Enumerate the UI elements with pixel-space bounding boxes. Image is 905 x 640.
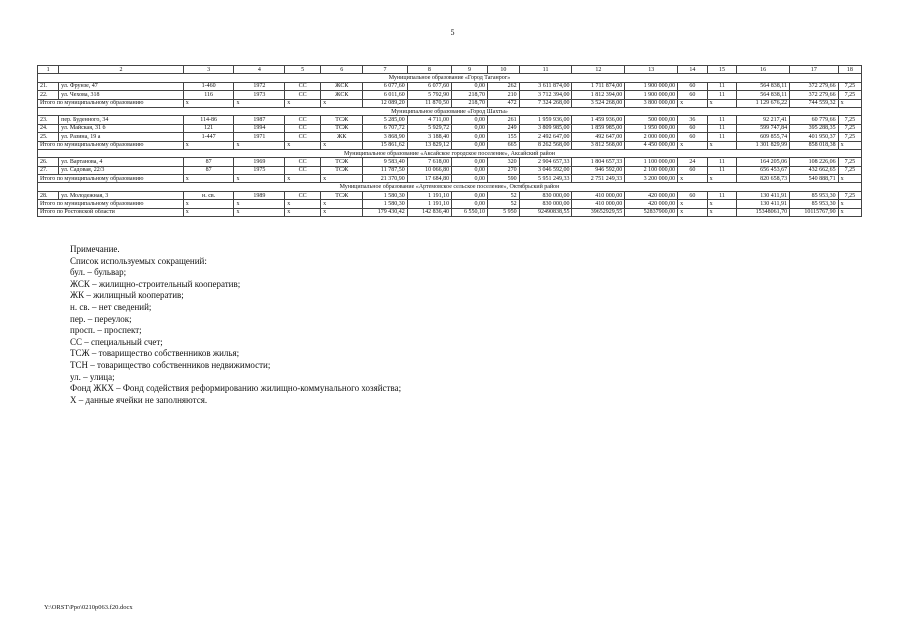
table-cell: 24. [38,124,59,132]
table-cell: 1-447 [183,133,234,141]
column-number: 4 [234,66,285,74]
table-cell: 1975 [234,166,285,174]
table-cell: 21. [38,82,59,90]
table-cell: 1989 [234,191,285,199]
column-number: 5 [285,66,321,74]
table-cell: х [707,175,737,183]
table-cell: СС [285,124,321,132]
table-cell: 1 711 874,00 [572,82,625,90]
table-cell: 39652929,55 [572,208,625,216]
column-number: 14 [678,66,708,74]
table-row [38,124,862,132]
table-cell: 7 324 268,00 [519,99,572,107]
table-cell: 820 658,73 [737,175,790,183]
table-cell: 0,00 [452,116,488,124]
section-row [38,183,862,191]
table-cell: ЖК [321,133,363,141]
table-cell: х [234,141,285,149]
table-cell: 1-460 [183,82,234,90]
table-cell: 5 951 249,33 [519,175,572,183]
table-cell: 0,00 [452,191,488,199]
table-cell: 11 [707,166,737,174]
column-number: 3 [183,66,234,74]
table-cell: 4 450 000,00 [625,141,678,149]
table-cell: х [707,200,737,208]
table-cell: х [285,200,321,208]
table-cell: х [707,141,737,149]
table-cell: 114-86 [183,116,234,124]
total-label: Итого по муниципальному образованию [38,141,184,149]
table-cell: 0,00 [452,175,488,183]
table-cell: х [285,141,321,149]
note-line: Примечание. [70,244,120,254]
table-cell: 2 000 000,00 [625,133,678,141]
table-cell: 590 [487,175,519,183]
table-cell: 1 301 829,99 [737,141,790,149]
table-cell: 11 870,50 [407,99,451,107]
table-cell: х [321,99,363,107]
section-title: Муниципальное образование «Артемовское сельское поселение», Октябрьский район [38,183,862,191]
table-cell: 410 000,00 [572,200,625,208]
column-number: 2 [59,66,184,74]
column-number: 18 [838,66,861,74]
table-cell: 155 [487,133,519,141]
table-cell: 1 191,10 [407,191,451,199]
table-cell: 52837900,00 [625,208,678,216]
table-cell: 609 855,74 [737,133,790,141]
table-cell: 108 226,06 [790,158,839,166]
table-cell: 0,00 [452,133,488,141]
section-title: Муниципальное образование «Аксайское городское поселение», Аксайский район [38,149,862,157]
table-cell: х [678,208,708,216]
table-cell: 11 [707,191,737,199]
total-row [38,99,862,107]
table-cell: 270 [487,166,519,174]
table-cell: 52 [487,191,519,199]
table-cell: ул. Майская, 31 б [59,124,184,132]
table-cell: х [838,208,861,216]
table-cell: 3 809 985,00 [519,124,572,132]
table-cell: ул. Фрунзе, 47 [59,82,184,90]
table-cell: 85 953,30 [790,200,839,208]
table-cell: 492 647,00 [572,133,625,141]
table-cell: 858 018,38 [790,141,839,149]
column-number: 15 [707,66,737,74]
table-cell: 1 900 000,00 [625,82,678,90]
table-cell: 410 000,00 [572,191,625,199]
table-cell: х [321,175,363,183]
section-row [38,74,862,82]
table-cell: 744 559,32 [790,99,839,107]
table-cell: х [285,208,321,216]
notes-block [70,244,401,406]
table-cell: 7,25 [838,82,861,90]
table-cell: СС [285,82,321,90]
total-row [38,200,862,208]
table-cell: СС [285,133,321,141]
table-cell: 60 [678,191,708,199]
table-cell: ЖСК [321,91,363,99]
table-cell: 1987 [234,116,285,124]
note-line: Фонд ЖКХ – Фонд содействия реформированию жилищно-коммунального хозяйства; [70,383,402,394]
column-number: 7 [363,66,407,74]
section-title: Муниципальное образование «Город Шахты» [38,107,862,115]
table-cell: х [707,208,737,216]
table-cell: 12 089,20 [363,99,407,107]
table-cell: х [321,208,363,216]
table-cell: 261 [487,116,519,124]
table-cell: ул. Чехова, 318 [59,91,184,99]
table-cell: 179 430,42 [363,208,407,216]
note-line: Х – данные ячейки не заполняются. [70,394,208,405]
table-cell: 249 [487,124,519,132]
table-cell: 1994 [234,124,285,132]
table-cell: 26. [38,158,59,166]
table-cell: ул. Разина, 19 а [59,133,184,141]
table-cell: ЖСК [321,82,363,90]
table-cell: ТСЖ [321,166,363,174]
table-cell: 15 861,62 [363,141,407,149]
table-cell: СС [285,158,321,166]
table-cell: 1 900 000,00 [625,91,678,99]
table-cell: 27. [38,166,59,174]
table-cell: 432 662,65 [790,166,839,174]
table-cell: х [183,141,234,149]
table-cell: 116 [183,91,234,99]
table-cell: СС [285,116,321,124]
column-number: 6 [321,66,363,74]
table-cell: 7,25 [838,124,861,132]
table-cell: 3 712 394,00 [519,91,572,99]
table-cell: ул. Молодежная, 3 [59,191,184,199]
table-cell: 3 611 874,00 [519,82,572,90]
column-number: 8 [407,66,451,74]
column-number: 1 [38,66,59,74]
table-cell: 5 929,72 [407,124,451,132]
table-cell: 11 [707,82,737,90]
table-cell: 395 288,35 [790,124,839,132]
table-row [38,116,862,124]
table-cell: 2 751 249,33 [572,175,625,183]
table-cell: 3 812 568,00 [572,141,625,149]
table-cell: 4 711,00 [407,116,451,124]
table-cell: 3 200 000,00 [625,175,678,183]
note-line: ЖК – жилищный кооператив; [70,290,184,301]
table-cell: 60 779,66 [790,116,839,124]
table-row [38,82,862,90]
table-cell: 0,00 [452,166,488,174]
table-cell: 11 [707,158,737,166]
table-cell: СС [285,191,321,199]
table-cell: 17 684,80 [407,175,451,183]
table-cell: х [838,141,861,149]
table-row [38,191,862,199]
table-cell: 5 950 [487,208,519,216]
table-cell: 22. [38,91,59,99]
table-cell: 6 011,60 [363,91,407,99]
table-cell: 3 046 592,00 [519,166,572,174]
table-cell: 130 411,91 [737,191,790,199]
table-cell: х [234,200,285,208]
table-cell: ул. Садовая, 22/3 [59,166,184,174]
table-cell: 210 [487,91,519,99]
table-cell: ТСЖ [321,191,363,199]
table-cell: 2 904 657,33 [519,158,572,166]
table-cell: 7,25 [838,158,861,166]
table-cell: х [183,175,234,183]
total-label: Итого по муниципальному образованию [38,200,184,208]
table-cell: 1 580,30 [363,200,407,208]
total-label: Итого по Ростовской области [38,208,184,216]
table-cell: 60 [678,166,708,174]
table-cell: 1 459 936,00 [572,116,625,124]
table-cell: 3 800 000,00 [625,99,678,107]
table-cell: СС [285,166,321,174]
table-cell: 1973 [234,91,285,99]
table-cell: 946 592,00 [572,166,625,174]
table-cell: 142 836,40 [407,208,451,216]
table-cell: 564 838,11 [737,91,790,99]
table-cell: 420 000,00 [625,200,678,208]
table-cell: 320 [487,158,519,166]
table-cell: 1 812 394,00 [572,91,625,99]
table-cell: 540 888,71 [790,175,839,183]
table-cell: 0,00 [452,158,488,166]
table-cell: 7,25 [838,166,861,174]
table-cell: 0,00 [452,200,488,208]
table-row [38,158,862,166]
total-label: Итого по муниципальному образованию [38,99,184,107]
table-cell: 60 [678,91,708,99]
table-cell: 7 618,00 [407,158,451,166]
table-cell: 564 838,11 [737,82,790,90]
table-cell: 11 [707,116,737,124]
table-cell: ТСЖ [321,116,363,124]
table-cell: 164 205,06 [737,158,790,166]
total-row [38,175,862,183]
table-row [38,91,862,99]
total-row [38,141,862,149]
table-cell: 3 524 268,00 [572,99,625,107]
table-cell: 1 859 985,00 [572,124,625,132]
table-cell: 52 [487,200,519,208]
table-cell: 21 370,90 [363,175,407,183]
table-cell: 28. [38,191,59,199]
table-cell: 420 000,00 [625,191,678,199]
table-cell: 599 747,84 [737,124,790,132]
table-cell: х [234,208,285,216]
table-cell: 25. [38,133,59,141]
note-line: Список используемых сокращений: [70,255,207,266]
note-line: бул. – бульвар; [70,267,127,278]
table-cell: 24 [678,158,708,166]
table-cell: 372 279,66 [790,82,839,90]
note-line: ул. – улица; [70,371,115,382]
column-number: 17 [790,66,839,74]
table-cell: 6 077,60 [363,82,407,90]
table-cell: 218,70 [452,91,488,99]
table-cell: 3 868,90 [363,133,407,141]
table-cell: 1 580,30 [363,191,407,199]
table-cell: 6 707,72 [363,124,407,132]
table-cell: х [234,175,285,183]
column-number: 9 [452,66,488,74]
table-cell: 11 787,50 [363,166,407,174]
column-number-row [38,66,862,74]
table-cell: 2 492 647,00 [519,133,572,141]
table-cell: 372 279,66 [790,91,839,99]
housing-table [37,65,862,217]
table-cell: 1 804 657,33 [572,158,625,166]
table-body [38,66,862,217]
total-label: Итого по муниципальному образованию [38,175,184,183]
table-cell: 665 [487,141,519,149]
table-cell: 130 411,91 [737,200,790,208]
note-line: пер. – переулок; [70,313,132,324]
table-cell: 9 583,40 [363,158,407,166]
table-cell: ул. Вартанова, 4 [59,158,184,166]
table-cell: пер. Буденного, 34 [59,116,184,124]
table-cell: 1972 [234,82,285,90]
column-number: 11 [519,66,572,74]
table-cell: 830 000,00 [519,191,572,199]
table-cell: х [707,99,737,107]
table-cell: 5 792,90 [407,91,451,99]
table-cell: 401 950,37 [790,133,839,141]
table-cell: 8 262 568,00 [519,141,572,149]
column-number: 13 [625,66,678,74]
table-row [38,133,862,141]
table-cell: 11 [707,91,737,99]
table-cell: 1 950 000,00 [625,124,678,132]
table-cell: 0,00 [452,124,488,132]
table-cell: 7,25 [838,116,861,124]
table-cell: 218,70 [452,99,488,107]
total-row [38,208,862,216]
table-row [38,166,862,174]
table-cell: х [838,99,861,107]
table-cell: 0,00 [452,82,488,90]
table-cell: 60 [678,82,708,90]
table-cell: 7,25 [838,91,861,99]
table-cell: 1969 [234,158,285,166]
table-cell: 36 [678,116,708,124]
table-cell: 92490838,55 [519,208,572,216]
table-cell: 262 [487,82,519,90]
table-cell: 1 959 936,00 [519,116,572,124]
note-line: просп. – проспект; [70,325,142,336]
column-number: 16 [737,66,790,74]
table-cell: 87 [183,166,234,174]
table-cell: х [838,175,861,183]
table-cell: 472 [487,99,519,107]
table-cell: 6 550,10 [452,208,488,216]
note-line: ТСЖ – товарищество собственников жилья; [70,348,240,359]
table-cell: 6 077,60 [407,82,451,90]
table-cell: 60 [678,133,708,141]
table-cell: х [234,99,285,107]
note-line: СС – специальный счет; [70,336,163,347]
table-cell: 87 [183,158,234,166]
note-line: н. св. – нет сведений; [70,301,152,312]
table-cell: 10115767,90 [790,208,839,216]
table-cell: х [678,99,708,107]
table-cell: х [183,208,234,216]
table-cell: х [183,200,234,208]
table-cell: х [678,200,708,208]
table-cell: 23. [38,116,59,124]
column-number: 10 [487,66,519,74]
table-cell: 0,00 [452,141,488,149]
table-cell: 121 [183,124,234,132]
table-cell: 13 829,12 [407,141,451,149]
table-cell: 5 285,00 [363,116,407,124]
table-cell: 7,25 [838,191,861,199]
table-cell: ТСЖ [321,124,363,132]
table-cell: 92 217,41 [737,116,790,124]
table-cell: 1 100 000,00 [625,158,678,166]
table-cell: 60 [678,124,708,132]
note-line: ТСН – товарищество собственников недвижимости; [70,359,271,370]
column-number: 12 [572,66,625,74]
page-number: 5 [450,28,455,37]
table-cell: СС [285,91,321,99]
table-cell: 1 191,10 [407,200,451,208]
table-cell: 85 953,30 [790,191,839,199]
table-cell: 15348061,70 [737,208,790,216]
table-cell: 1971 [234,133,285,141]
table-cell: н. св. [183,191,234,199]
table-cell: х [678,141,708,149]
table-cell: х [678,175,708,183]
table-cell: 10 066,80 [407,166,451,174]
table-cell: х [321,200,363,208]
table-cell: 11 [707,124,737,132]
table-cell: ТСЖ [321,158,363,166]
table-cell: х [838,200,861,208]
section-row [38,107,862,115]
table-cell: 656 453,67 [737,166,790,174]
table-cell: 2 100 000,00 [625,166,678,174]
table-cell: 11 [707,133,737,141]
table-cell: 500 000,00 [625,116,678,124]
table-cell: 7,25 [838,133,861,141]
table-cell: 830 000,00 [519,200,572,208]
table-cell: х [285,175,321,183]
table-cell: 1 129 676,22 [737,99,790,107]
section-row [38,149,862,157]
table-cell: 3 188,40 [407,133,451,141]
note-line: ЖСК – жилищно-строительный кооператив; [70,278,241,289]
file-path-footer: Y:\ORST\Ppo\0210p063.f20.docx [44,604,133,611]
table-cell: х [285,99,321,107]
table-cell: х [321,141,363,149]
section-title: Муниципальное образование «Город Таганрог» [38,74,862,82]
table-cell: х [183,99,234,107]
